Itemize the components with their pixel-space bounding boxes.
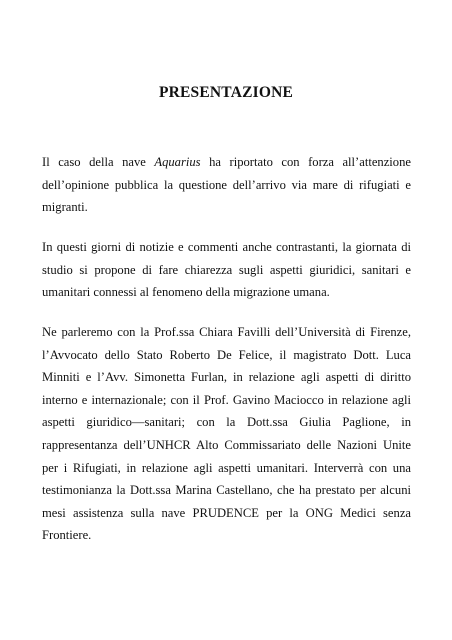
ship-name-emphasis: Aquarius (154, 155, 201, 169)
paragraph-intro (42, 151, 411, 219)
paragraph-intro-text-after: ha riportato con forza all’attenzione dell’opinione pubblica la questione dell’arrivo via mare di rifugiati e migranti. (42, 155, 411, 215)
paragraph-speakers: Ne parleremo con la Prof.ssa Chiara Favilli dell’Università di Firenze, l’Avvocato dello Stato Roberto De Felice, il magistrato Dott. Luca Minniti e l’Avv. Simonetta Furlan, in relazione agli aspetti di diritto interno e internazionale; con il Prof. Gavino Maciocco in relazione agli aspetti giuridico—sanitari; con la Dott.ssa Giulia Paglione, in rappresentanza dell’UNHCR Alto Commissariato delle Nazioni Unite per i Rifugiati, in relazione agli aspetti umanitari. Interverrà con una testimonianza la Dott.ssa Marina Castellano, che ha prestato per alcuni mesi assistenza sulla nave PRUDENCE per la ONG Medici senza Frontiere. (42, 325, 411, 543)
paragraph-purpose: In questi giorni di notizie e commenti anche contrastanti, la giornata di studio si propone di fare chiarezza sugli aspetti giuridici, sanitari e umanitari connessi al fenomeno della migrazione umana. (42, 240, 411, 300)
paragraph-intro-text-before: Il caso della nave (42, 155, 155, 169)
page-title: PRESENTAZIONE (158, 84, 294, 101)
